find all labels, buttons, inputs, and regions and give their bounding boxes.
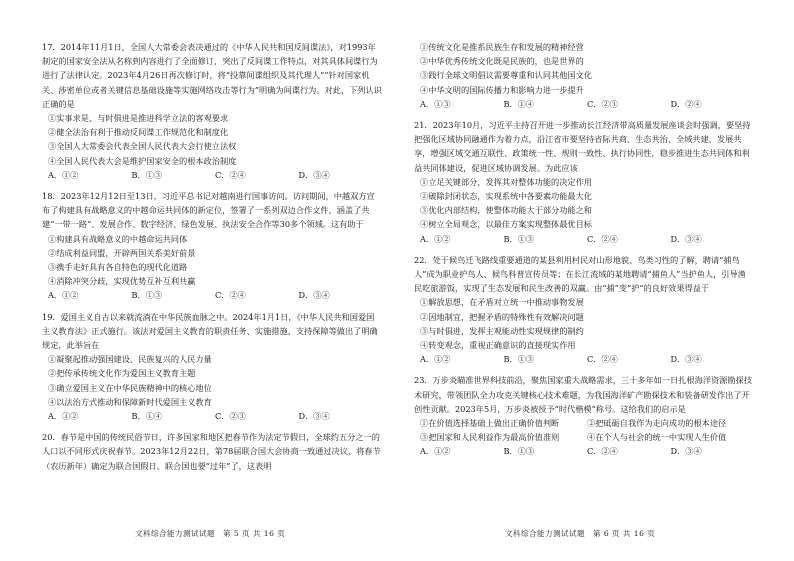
question-19-option-1: ①凝聚起推动强国建设、民族复兴的人民力量 [48,354,212,365]
question-23-choices [414,444,754,458]
question-19-stem: 19．爱国主义自古以来就流淌在中华民族血脉之中。2024年1月1日，《中华人民共和国爱国主义教育法》正式施行。该法对爱国主义教育的职责任务、实施措施、支持保障等做出了明确规定，此举旨在 [42,311,378,351]
choice-a: A．①② [48,290,79,301]
question-17-option-2: ②健全法治有利于推动反间谍工作规范化和制度化 [48,127,229,138]
question-20-option-1: ①传统文化是推系民族生存和发展的精神经营 [420,42,584,52]
choice-c: C．②③ [215,411,246,422]
question-22-stem: 22．处于候鸟迁飞路线重要通道的某县利用村民对山形地貌、鸟类习性的了解，聘请“捕鸟人”成为职业护鸟人、候鸟科普宣传员等；在长江流域的某地聘请“捕鱼人”当护鱼人，引导渔民吃旅游饭，实现了生态发展和民生改善的双赢。由“捕”变“护”的良好效果得益于 [414,254,746,294]
choice-c: C．②④ [215,169,246,180]
question-20-option-2: ②中华优秀传统文化既是民族的，也是世界的 [420,56,584,67]
left-page-column [42,40,382,476]
question-23-option-2: ②把砥砺自我作为走向成功的根本途径 [587,418,727,429]
choice-c: C．②④ [587,446,618,457]
choice-a: A．①③ [420,98,451,109]
question-19-option-4: ④以法治方式推动和保障新时代爱国主义教育 [48,396,212,407]
choice-d: D．②④ [670,98,702,109]
choice-a: A．①② [420,446,451,457]
choice-b: B．①④ [503,98,535,109]
question-20-stem: 20．春节是中国的传统民俗节日，许多国家和地区把春节作为法定节假日，全球约五分之一的人口以不同形式庆祝春节。2023年12月22日，第78届联合国大会协商一致通过决议，将春节（农历新年）确定为联合国假日。联合国也要“过年”了，这表明 [42,432,381,471]
choice-d: D．③④ [298,290,330,301]
question-23-option-3: ③把国家和人民利益作为最高价值准则 [420,432,560,443]
question-21-option-1: ①立足关键部分，发挥其对整体功能的决定作用 [420,176,592,187]
question-23-option-4: ④在个人与社会的统一中实现人生价值 [587,432,727,443]
question-21-option-3: ③优化内部结构，使整体功能大于部分功能之和 [420,205,592,216]
choice-b: B．①③ [503,446,535,457]
question-21-option-2: ②破除封闭状态，实现系统中各要素功能最大化 [420,191,592,202]
question-20 [42,430,382,473]
question-20-option-4: ④中华文明的国际传播力和影响力进一步提升 [420,84,584,95]
page-footer-right: 文科综合能力测试试题 第 6 页 共 16 页 [505,529,656,538]
choice-d: D．③④ [670,354,702,365]
question-19 [42,310,382,424]
question-17-option-4: ④全国人民代表大会是维护国家安全的根本政治制度 [48,155,237,166]
question-20-continued [414,40,754,111]
question-22-choices [414,352,754,366]
question-17-choices [42,168,382,182]
choice-d: D．③④ [670,446,702,457]
choice-b: B．①③ [503,354,535,365]
question-22-option-2: ②因地制宜，把握矛盾的特殊性有效解决问题 [420,311,584,322]
choice-b: B．①③ [503,233,535,244]
choice-c: C．②④ [215,290,246,301]
question-18 [42,189,382,303]
choice-d: D．③④ [298,169,330,180]
question-19-option-3: ③确立爱国主义在中华民族精神中的核心地位 [48,382,212,393]
question-17 [42,40,382,182]
question-21-option-4: ④树立全局观念，以最佳方案实现整体最优目标 [420,219,592,230]
question-22-option-3: ③与时俱进，发挥主观能动性实现规律的制约 [420,325,584,336]
choice-a: A．①② [420,233,451,244]
question-18-option-2: ②结成利益同盟，开辟两国关系美好前景 [48,247,196,258]
choice-b: B．①③ [131,290,163,301]
question-18-option-1: ①构建具有战略意义的中越命运共同体 [48,233,188,244]
choice-b: B．①③ [131,169,163,180]
question-21-stem: 21．2023年10月，习近平主持召开进一步推动长江经济带高质量发展座谈会时强调，要坚持把强化区域协同融通作为着力点，沿江省市要坚持省际共商、生态共治、全域共建、发展共享，增强区域交通互联性、政策统一性、规则一致性、执行协同性，稳步推进生态共同体和利益共同体建设，促进区域协调发展。为此应该 [414,120,751,173]
question-18-stem: 18．2023年12月12日至13日，习近平总书记对越南进行国事访问。访问期间，中越双方宣布了构建具有战略意义的中越命运共同体的新定位，签署了一系列双边合作文件，涵盖了共建“一带一路”、发展合作、数字经济、绿色发展、执法安全合作等30多个领域。这有助于 [42,191,375,230]
choice-a: A．①② [48,411,79,422]
choice-d: D．③④ [670,233,702,244]
question-17-option-1: ①实事求是、与时俱进是推进科学立法的客观要求 [48,113,229,124]
question-21 [414,118,754,246]
question-17-option-3: ③全国人大常委会代表全国人民代表大会行使立法权 [48,141,237,152]
question-23-options-row-1 [414,416,754,430]
choice-b: B．①④ [131,411,163,422]
choice-c: C．②④ [587,354,618,365]
question-23 [414,373,754,458]
question-19-choices [42,409,382,423]
question-17-stem: 17．2014年11月1日，全国人大常委会表决通过的《中华人民共和国反间谍法》，对1993年制定的国家安全法从名称到内容进行了全面修订，突出了反间谍工作特点，对其具体间谍行为进行了法律认定。2023年4月26日再次修订时，将“投靠间谍组织及其代理人”“针对国家机关、涉密单位或者关键信息基础设施等实施网络攻击等行为”明确为间谍行为。对此，下列认识正确的是 [42,42,382,109]
question-18-option-3: ③携手走好具有各自特色的现代化道路 [48,262,188,273]
choice-c: C．②③ [587,98,618,109]
choice-d: D．③④ [298,411,330,422]
question-22 [414,253,754,367]
choice-a: A．①② [48,169,79,180]
question-19-option-2: ②把传承传统文化作为爱国主义教育主题 [48,368,196,379]
question-18-choices [42,288,382,302]
page-footer-left: 文科综合能力测试试题 第 5 页 共 16 页 [135,529,286,538]
choice-a: A．①② [420,354,451,365]
choice-c: C．②④ [587,233,618,244]
question-23-options-row-2 [414,430,754,444]
question-20-choices [414,97,754,111]
question-23-option-1: ①在价值选择基础上做出正确价值判断 [420,418,560,429]
question-21-choices [414,232,754,246]
question-22-option-1: ①解放思想，在矛盾对立统一中推动事物发展 [420,297,584,308]
right-page-column [414,40,754,462]
question-20-option-3: ③践行全球文明倡议需要尊重和认同其他国文化 [420,70,592,81]
question-23-stem: 23．万步炎瞄准世界科技前沿，聚焦国家重大战略需求，三十多年如一日扎根海洋资源勘探技术研究，带领团队全力攻克关键核心技术难题，为我国海洋矿产勘探技术和装备研发作出了开创性贡献。2023年5月，万步炎被授予“时代楷模”称号。这给我们的启示是 [414,375,752,414]
question-22-option-4: ④转变观念，重视正确意识的直接现实作用 [420,340,576,351]
question-18-option-4: ④消除冲突分歧，实现优势互补互利共赢 [48,276,196,287]
